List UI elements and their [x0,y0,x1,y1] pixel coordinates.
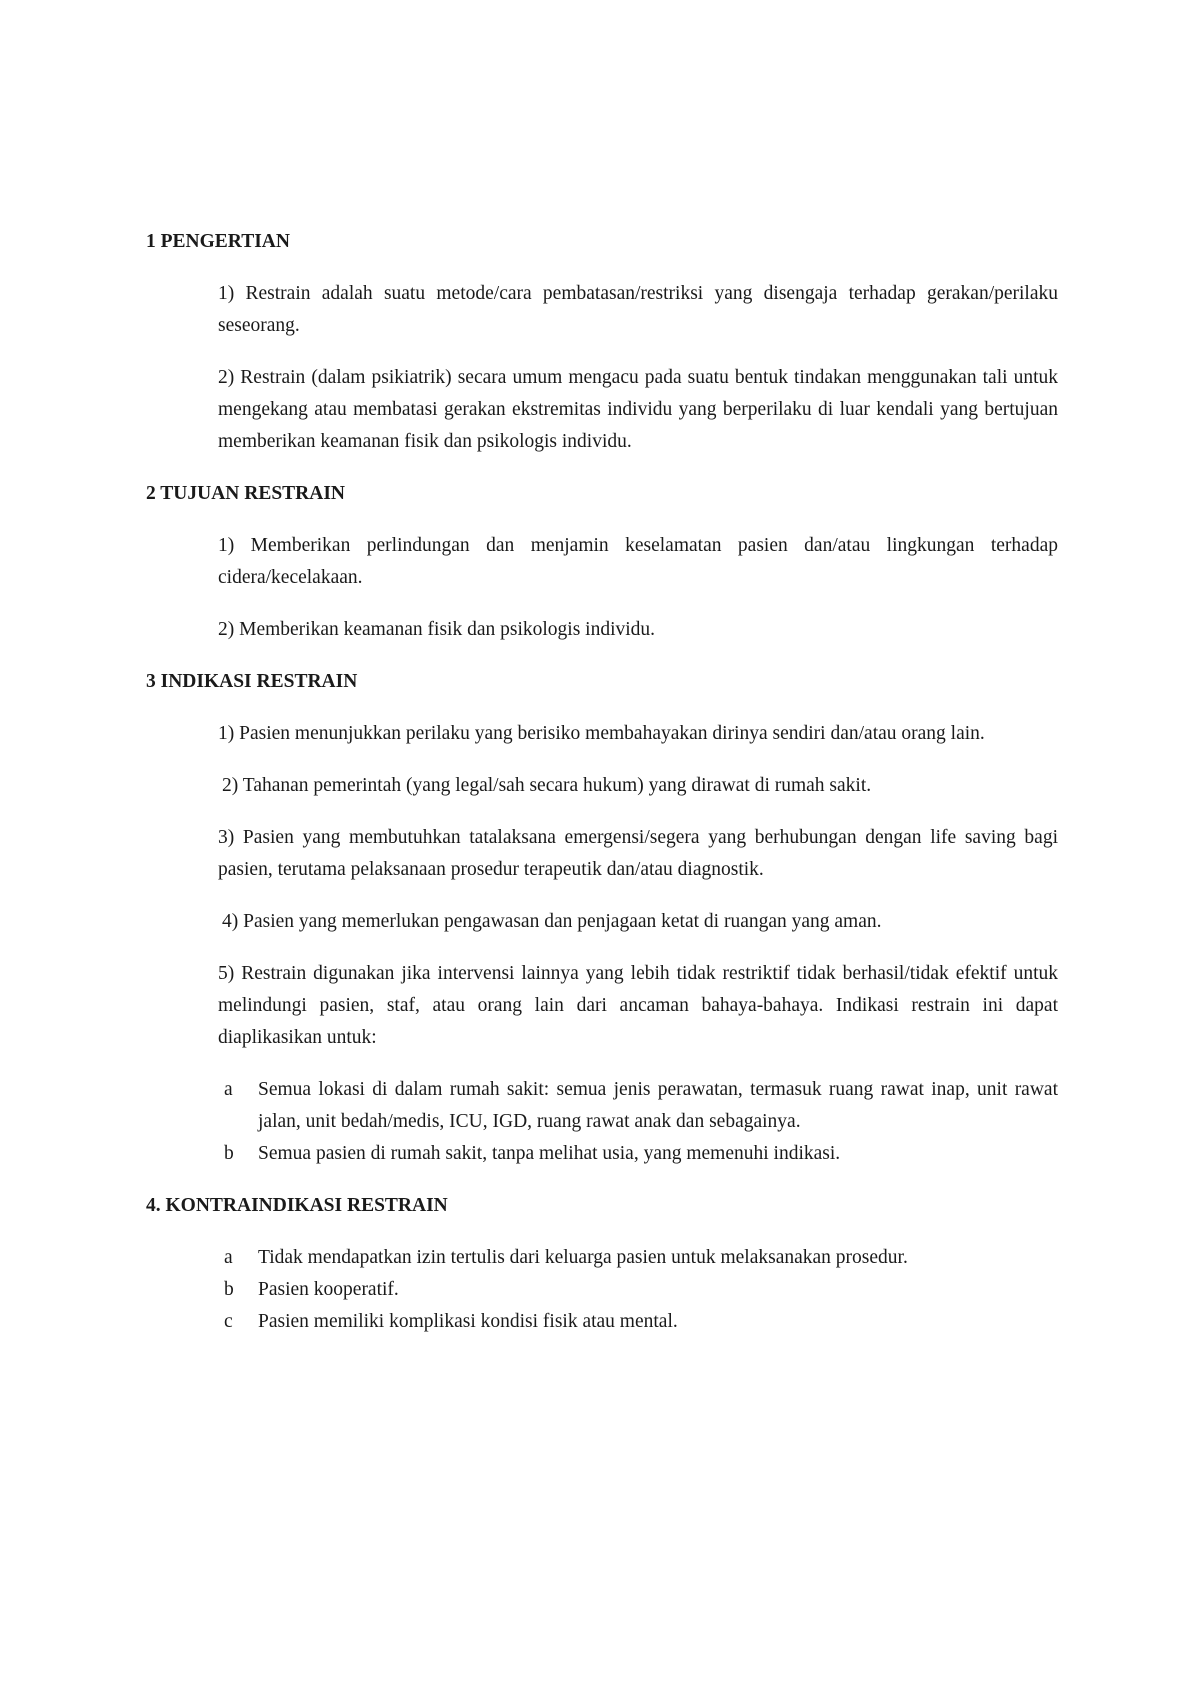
section-indikasi-restrain [146,666,1058,1170]
list-item [218,1138,1058,1170]
paragraph: 2) Memberikan keamanan fisik dan psikologis individu. [218,619,656,640]
paragraph: 2) Tahanan pemerintah (yang legal/sah secara hukum) yang dirawat di rumah sakit. [222,775,872,796]
paragraph: 2) Restrain (dalam psikiatrik) secara umum mengacu pada suatu bentuk tindakan menggunakan tali untuk mengekang atau membatasi gerakan ekstremitas individu yang berperilaku di luar kendali yang bertujuan memberikan keamanan fisik dan psikologis individu. [218,367,1058,452]
list-marker: b [224,1279,234,1300]
document-body [146,226,1058,1358]
paragraph: 5) Restrain digunakan jika intervensi lainnya yang lebih tidak restriktif tidak berhasil/tidak efektif untuk melindungi pasien, staf, atau orang lain dari ancaman bahaya-bahaya. Indikasi restrain ini dapat diaplikasikan untuk: [218,963,1058,1048]
section-heading: 2 TUJUAN RESTRAIN [146,483,346,504]
list-item [218,1074,1058,1138]
section-heading: 4. KONTRAINDIKASI RESTRAIN [146,1195,448,1216]
list-marker: c [224,1311,233,1332]
section-heading: 1 PENGERTIAN [146,231,290,252]
paragraph: 3) Pasien yang membutuhkan tatalaksana emergensi/segera yang berhubungan dengan life saving bagi pasien, terutama pelaksanaan prosedur terapeutik dan/atau diagnostik. [218,827,1058,880]
paragraph: 4) Pasien yang memerlukan pengawasan dan penjagaan ketat di ruangan yang aman. [222,911,882,932]
paragraph: 1) Restrain adalah suatu metode/cara pembatasan/restriksi yang disengaja terhadap gerakan/perilaku seseorang. [218,283,1058,336]
list-item-text: Semua lokasi di dalam rumah sakit: semua jenis perawatan, termasuk ruang rawat inap, unit rawat jalan, unit bedah/medis, ICU, IGD, ruang rawat anak dan sebagainya. [258,1079,1058,1132]
section-heading: 3 INDIKASI RESTRAIN [146,671,358,692]
list-item-text: Pasien memiliki komplikasi kondisi fisik atau mental. [258,1311,678,1332]
list-item [218,1274,1058,1306]
list-item [218,1306,1058,1338]
list-item-text: Semua pasien di rumah sakit, tanpa melihat usia, yang memenuhi indikasi. [258,1143,841,1164]
section-tujuan-restrain [146,478,1058,646]
paragraph: 1) Memberikan perlindungan dan menjamin keselamatan pasien dan/atau lingkungan terhadap cidera/kecelakaan. [218,535,1058,588]
list-marker: b [224,1143,234,1164]
list-item [218,1242,1058,1274]
section-pengertian [146,226,1058,458]
paragraph: 1) Pasien menunjukkan perilaku yang berisiko membahayakan dirinya sendiri dan/atau orang lain. [218,723,985,744]
list-marker: a [224,1079,233,1100]
contraindication-list [218,1242,1058,1338]
list-item-text: Pasien kooperatif. [258,1279,399,1300]
list-item-text: Tidak mendapatkan izin tertulis dari keluarga pasien untuk melaksanakan prosedur. [258,1247,908,1268]
indication-sublist [218,1074,1058,1170]
list-marker: a [224,1247,233,1268]
section-kontraindikasi-restrain [146,1190,1058,1338]
